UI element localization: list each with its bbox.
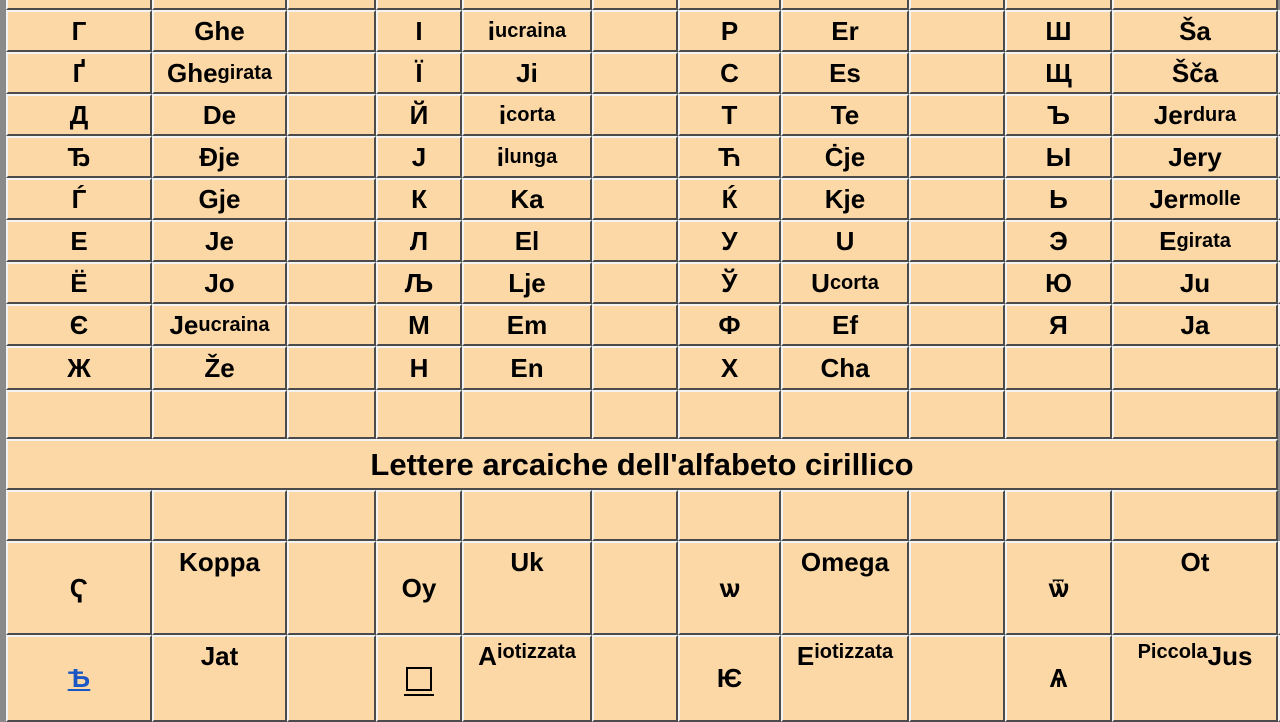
name-cell: [781, 635, 909, 722]
letter-cell: [1005, 220, 1112, 262]
letter-cell: [1005, 635, 1112, 722]
empty-cell: [287, 390, 376, 439]
empty-cell: [287, 490, 376, 541]
cyrillic-letter: Ґ: [72, 57, 86, 88]
table-cell-partial: [152, 0, 287, 10]
name-cell: [462, 52, 592, 94]
cyrillic-letter: Ѧ: [1049, 663, 1068, 693]
empty-cell: [287, 136, 376, 178]
letter-name: De: [202, 99, 237, 130]
letter-cell: [376, 346, 462, 390]
letter-cell: [376, 304, 462, 346]
letter-name: E: [1159, 225, 1177, 256]
cyrillic-letter: Т: [721, 99, 738, 130]
name-cell: [462, 94, 592, 136]
letter-name: Uk: [510, 547, 544, 577]
empty-cell: [1112, 490, 1278, 541]
empty-cell: [6, 390, 152, 439]
letter-name: Ka: [510, 183, 544, 214]
letter-name: Cha: [820, 352, 870, 383]
empty-cell: [592, 94, 678, 136]
cyrillic-letter: Ў: [721, 267, 738, 298]
letter-name: Kje: [824, 183, 866, 214]
letter-cell: [1005, 10, 1112, 52]
name-cell: [781, 346, 909, 390]
name-cell: [1112, 635, 1278, 722]
empty-cell: [909, 94, 1005, 136]
empty-cell: [152, 390, 287, 439]
name-qualifier: dura: [1192, 103, 1237, 126]
name-qualifier: lunga: [503, 145, 558, 168]
empty-cell: [592, 635, 678, 722]
cyrillic-letter: І: [415, 15, 423, 46]
name-cell: [781, 541, 909, 635]
letter-cell: [376, 220, 462, 262]
cyrillic-letter: Й: [409, 99, 429, 130]
empty-cell: [781, 390, 909, 439]
letter-name: Je: [169, 309, 199, 340]
letter-name: Ċje: [824, 141, 866, 172]
letter-name: Em: [506, 309, 548, 340]
name-cell: [1112, 52, 1278, 94]
name-cell: [1112, 346, 1278, 390]
empty-cell: [592, 220, 678, 262]
table-cell-partial: [6, 0, 152, 10]
name-cell: [152, 541, 287, 635]
cyrillic-letter: Ф: [718, 309, 741, 340]
name-cell: [1112, 262, 1278, 304]
cyrillic-letter: Ї: [415, 57, 423, 88]
letter-name: i: [487, 15, 496, 46]
cyrillic-letter: Н: [409, 352, 429, 383]
name-cell: [462, 262, 592, 304]
letter-cell: [678, 220, 781, 262]
empty-cell: [909, 541, 1005, 635]
empty-cell: [909, 178, 1005, 220]
name-qualifier: iotizzata: [814, 641, 894, 663]
cyrillic-letter: Ы: [1045, 141, 1072, 172]
table-cell-partial: [462, 0, 592, 10]
cyrillic-letter: ѿ: [1048, 572, 1069, 603]
letter-name: i: [496, 141, 504, 172]
name-qualifier: ucraina: [198, 313, 270, 336]
letter-cell: [1005, 304, 1112, 346]
letter-name: A: [478, 641, 497, 671]
name-qualifier: corta: [829, 271, 879, 294]
table-cell-partial: [1005, 0, 1112, 10]
letter-name: El: [514, 225, 540, 256]
cyrillic-letter: Л: [409, 225, 429, 256]
letter-cell: [6, 346, 152, 390]
name-cell: [1112, 136, 1278, 178]
letter-cell: [1005, 94, 1112, 136]
letter-name: Je: [205, 225, 234, 256]
letter-cell: [1005, 178, 1112, 220]
cyrillic-letter: Ѥ: [716, 663, 743, 693]
empty-cell: [909, 304, 1005, 346]
letter-name: Ghe: [166, 57, 218, 88]
letter-cell: [376, 136, 462, 178]
empty-cell: [287, 635, 376, 722]
empty-cell: [592, 304, 678, 346]
table-cell-partial: [678, 0, 781, 10]
letter-name: E: [796, 641, 815, 671]
name-cell: [781, 304, 909, 346]
letter-cell: [678, 635, 781, 722]
name-cell: [152, 346, 287, 390]
empty-cell: [909, 136, 1005, 178]
name-cell: [152, 10, 287, 52]
name-cell: [781, 178, 909, 220]
name-cell: [462, 635, 592, 722]
letter-name: En: [510, 352, 544, 383]
letter-cell: [1005, 346, 1112, 390]
empty-cell: [376, 490, 462, 541]
name-cell: [152, 635, 287, 722]
letter-cell: [6, 10, 152, 52]
name-cell: [781, 94, 909, 136]
letter-cell: [376, 262, 462, 304]
empty-cell: [678, 490, 781, 541]
name-cell: [781, 220, 909, 262]
empty-cell: [909, 490, 1005, 541]
empty-cell: [376, 390, 462, 439]
letter-name: U: [835, 225, 855, 256]
cyrillic-letter: Я: [1049, 309, 1068, 340]
name-cell: [1112, 541, 1278, 635]
cyrillic-letter: Е: [70, 225, 88, 256]
empty-cell: [781, 490, 909, 541]
empty-cell: [287, 541, 376, 635]
letter-cell: [376, 10, 462, 52]
name-qualifier: corta: [506, 103, 556, 126]
empty-cell: [909, 635, 1005, 722]
table-cell-partial: [287, 0, 376, 10]
empty-cell: [678, 390, 781, 439]
name-cell: [462, 136, 592, 178]
empty-cell: [287, 220, 376, 262]
letter-cell: [6, 304, 152, 346]
cyrillic-letter: Оу: [401, 572, 437, 603]
letter-cell: [678, 10, 781, 52]
name-cell: [1112, 220, 1278, 262]
letter-cell: [678, 304, 781, 346]
name-cell: [152, 136, 287, 178]
letter-name: Ja: [1180, 309, 1210, 340]
name-cell: [462, 10, 592, 52]
letter-name: Ot: [1180, 547, 1210, 577]
letter-name: Te: [830, 99, 860, 130]
name-cell: [152, 262, 287, 304]
letter-cell: [6, 178, 152, 220]
cyrillic-letter: Ъ: [1047, 99, 1070, 130]
table-cell-partial: [909, 0, 1005, 10]
empty-cell: [909, 262, 1005, 304]
name-cell: [781, 262, 909, 304]
empty-cell: [592, 541, 678, 635]
letter-name: Jery: [1168, 141, 1222, 172]
cyrillic-letter: Д: [69, 99, 89, 130]
letter-cell: [6, 220, 152, 262]
name-cell: [781, 10, 909, 52]
empty-cell: [287, 52, 376, 94]
letter-name: Jat: [200, 641, 239, 671]
letter-name: Jer: [1153, 99, 1193, 130]
name-cell: [462, 346, 592, 390]
cyrillic-letter: ѡ: [719, 572, 740, 603]
empty-cell: [592, 390, 678, 439]
letter-cell: [6, 52, 152, 94]
name-cell: [462, 541, 592, 635]
name-cell: [152, 220, 287, 262]
cyrillic-letter: Ҁ: [69, 572, 89, 603]
letter-name: Jer: [1149, 183, 1189, 214]
cyrillic-letter: Р: [720, 15, 739, 46]
letter-name: Es: [829, 57, 861, 88]
section-title-text: Lettere arcaiche dell'alfabeto cirillico: [370, 446, 914, 482]
empty-cell: [1005, 490, 1112, 541]
letter-cell: [1005, 136, 1112, 178]
cyrillic-letter: Ь: [1049, 183, 1068, 214]
letter-cell: [6, 262, 152, 304]
letter-cell: [678, 262, 781, 304]
name-cell: [152, 94, 287, 136]
letter-cell: [376, 635, 462, 722]
letter-cell: [678, 346, 781, 390]
name-qualifier: iotizzata: [496, 641, 576, 663]
letter-name: Jus: [1207, 641, 1253, 671]
name-cell: [462, 178, 592, 220]
empty-cell: [287, 346, 376, 390]
empty-cell: [909, 52, 1005, 94]
letter-cell: [678, 541, 781, 635]
letter-name: Ša: [1179, 15, 1211, 46]
empty-cell: [462, 390, 592, 439]
letter-name: i: [498, 99, 507, 130]
name-cell: [1112, 178, 1278, 220]
table-cell-partial: [1112, 0, 1278, 10]
empty-cell: [909, 390, 1005, 439]
empty-cell: [909, 346, 1005, 390]
table-cell-partial: [592, 0, 678, 10]
table-cell-partial: [781, 0, 909, 10]
empty-cell: [592, 10, 678, 52]
cyrillic-letter: У: [721, 225, 738, 256]
letter-name: Ju: [1179, 267, 1211, 298]
letter-name: Er: [831, 15, 859, 46]
letter-name: Ji: [516, 57, 538, 88]
empty-cell: [6, 490, 152, 541]
name-cell: [781, 136, 909, 178]
empty-cell: [462, 490, 592, 541]
cyrillic-letter: Ќ: [721, 183, 738, 214]
name-cell: [152, 178, 287, 220]
cyrillic-letter: Ђ: [67, 141, 91, 172]
letter-name: Ghe: [194, 15, 245, 46]
cyrillic-letter: Ш: [1045, 15, 1072, 46]
letter-cell: [376, 94, 462, 136]
cyrillic-letter: Х: [720, 352, 739, 383]
cyrillic-letter: Є: [69, 309, 89, 340]
name-cell: [781, 52, 909, 94]
name-cell: [152, 52, 287, 94]
letter-name: Lje: [508, 267, 546, 298]
empty-cell: [152, 490, 287, 541]
letter-cell: [1005, 262, 1112, 304]
letter-cell: [376, 541, 462, 635]
name-cell: [462, 304, 592, 346]
letter-name: Đje: [199, 141, 240, 172]
letter-cell: [1005, 52, 1112, 94]
name-cell: [152, 304, 287, 346]
letter-cell[interactable]: [6, 635, 152, 722]
cyrillic-letter: Ћ: [718, 141, 741, 172]
letter-cell: [678, 178, 781, 220]
name-cell: [462, 220, 592, 262]
name-qualifier: molle: [1188, 187, 1241, 210]
cyrillic-letter: Г: [71, 15, 87, 46]
empty-cell: [909, 220, 1005, 262]
letter-name: Koppa: [179, 547, 260, 577]
name-cell: [1112, 10, 1278, 52]
empty-cell: [287, 178, 376, 220]
letter-name: Omega: [800, 547, 890, 577]
table-cell-partial: [376, 0, 462, 10]
cyrillic-letter: Ё: [70, 267, 88, 298]
cyrillic-letter: Љ: [404, 267, 434, 298]
letter-name: Jo: [204, 267, 235, 298]
section-title: [6, 439, 1278, 490]
name-qualifier: girata: [1176, 229, 1231, 252]
letter-cell: [678, 94, 781, 136]
cyrillic-letter: К: [411, 183, 427, 214]
cyrillic-letter: С: [720, 57, 739, 88]
empty-cell: [592, 346, 678, 390]
empty-cell: [287, 304, 376, 346]
name-qualifier: girata: [217, 61, 273, 84]
empty-cell: [592, 178, 678, 220]
empty-cell: [592, 136, 678, 178]
cyrillic-letter: Э: [1049, 225, 1068, 256]
letter-cell: [678, 52, 781, 94]
letter-cell: [1005, 541, 1112, 635]
empty-cell: [1005, 390, 1112, 439]
letter-name: Ef: [832, 309, 858, 340]
letter-cell: [678, 136, 781, 178]
name-cell: [1112, 304, 1278, 346]
letter-cell: [6, 94, 152, 136]
name-qualifier: ucraina: [495, 19, 567, 42]
letter-name: Šča: [1171, 57, 1219, 88]
cyrillic-letter: Ж: [67, 352, 91, 383]
cyrillic-letter: М: [408, 309, 430, 340]
cyrillic-letter: Ѣ: [67, 663, 91, 693]
empty-cell: [592, 490, 678, 541]
letter-cell: [6, 136, 152, 178]
empty-cell: [287, 10, 376, 52]
empty-cell: [1112, 390, 1278, 439]
name-qualifier: Piccola: [1137, 641, 1208, 663]
letter-cell: [376, 52, 462, 94]
empty-cell: [592, 262, 678, 304]
letter-name: U: [811, 267, 830, 298]
name-cell: [1112, 94, 1278, 136]
letter-name: Gje: [198, 183, 241, 214]
empty-cell: [909, 10, 1005, 52]
cyrillic-letter: J: [411, 141, 427, 172]
cyrillic-letter: Ѓ: [71, 183, 87, 214]
cyrillic-letter: Ю: [1045, 267, 1072, 298]
missing-glyph-box: [404, 661, 434, 696]
empty-cell: [287, 94, 376, 136]
letter-name: Že: [204, 352, 235, 383]
cyrillic-letter: Щ: [1045, 57, 1072, 88]
letter-cell: [6, 541, 152, 635]
empty-cell: [592, 52, 678, 94]
letter-cell: [376, 178, 462, 220]
empty-cell: [287, 262, 376, 304]
